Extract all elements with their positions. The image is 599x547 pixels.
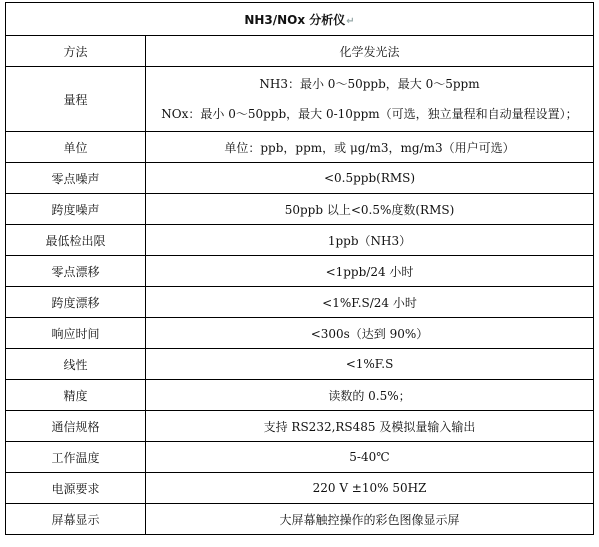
row-value: 大屏幕触控操作的彩色图像显示屏	[146, 504, 594, 535]
row-value: 读数的 0.5%；	[146, 380, 594, 411]
row-value: 化学发光法	[146, 36, 594, 67]
row-label: 线性	[6, 349, 146, 380]
row-label: 跨度噪声	[6, 194, 146, 225]
table-row	[6, 194, 594, 225]
table-row	[6, 504, 594, 535]
row-label: 方法	[6, 36, 146, 67]
row-value	[146, 67, 594, 132]
table-row	[6, 442, 594, 473]
row-label: 工作温度	[6, 442, 146, 473]
row-label: 单位	[6, 132, 146, 163]
table-row	[6, 225, 594, 256]
row-value: <1ppb/24 小时	[146, 256, 594, 287]
table-row	[6, 67, 594, 132]
row-label: 量程	[6, 67, 146, 132]
row-label: 零点噪声	[6, 163, 146, 194]
table-row	[6, 287, 594, 318]
table-row	[6, 411, 594, 442]
table-row	[6, 36, 594, 67]
table-row	[6, 132, 594, 163]
row-label: 屏幕显示	[6, 504, 146, 535]
row-label: 跨度漂移	[6, 287, 146, 318]
row-value: <1%F.S/24 小时	[146, 287, 594, 318]
row-value: 单位：ppb，ppm，或 μg/m3，mg/m3（用户可选）	[146, 132, 594, 163]
range-line-nox: NOx：最小 0～50ppb，最大 0-10ppm（可选，独立量程和自动量程设置）；	[161, 107, 578, 121]
table-row	[6, 380, 594, 411]
range-line-nh3: NH3：最小 0～50ppb，最大 0～5ppm	[259, 77, 480, 91]
table-row	[6, 318, 594, 349]
row-value: <1%F.S	[146, 349, 594, 380]
row-value: 220 V ±10% 50HZ	[146, 473, 594, 504]
row-label: 精度	[6, 380, 146, 411]
row-label: 通信规格	[6, 411, 146, 442]
row-value: 50ppb 以上<0.5%度数(RMS)	[146, 194, 594, 225]
table-row	[6, 349, 594, 380]
row-value: 1ppb（NH3）	[146, 225, 594, 256]
row-value: <300s（达到 90%）	[146, 318, 594, 349]
row-label: 零点漂移	[6, 256, 146, 287]
table-row	[6, 256, 594, 287]
spec-table	[5, 2, 594, 535]
row-label: 响应时间	[6, 318, 146, 349]
table-title: NH3/NOx 分析仪↵	[6, 3, 594, 36]
row-value: 支持 RS232,RS485 及模拟量输入输出	[146, 411, 594, 442]
table-row	[6, 163, 594, 194]
row-value: 5-40℃	[146, 442, 594, 473]
title-row	[6, 3, 594, 36]
table-row	[6, 473, 594, 504]
row-value: <0.5ppb(RMS)	[146, 163, 594, 194]
row-label: 最低检出限	[6, 225, 146, 256]
row-label: 电源要求	[6, 473, 146, 504]
